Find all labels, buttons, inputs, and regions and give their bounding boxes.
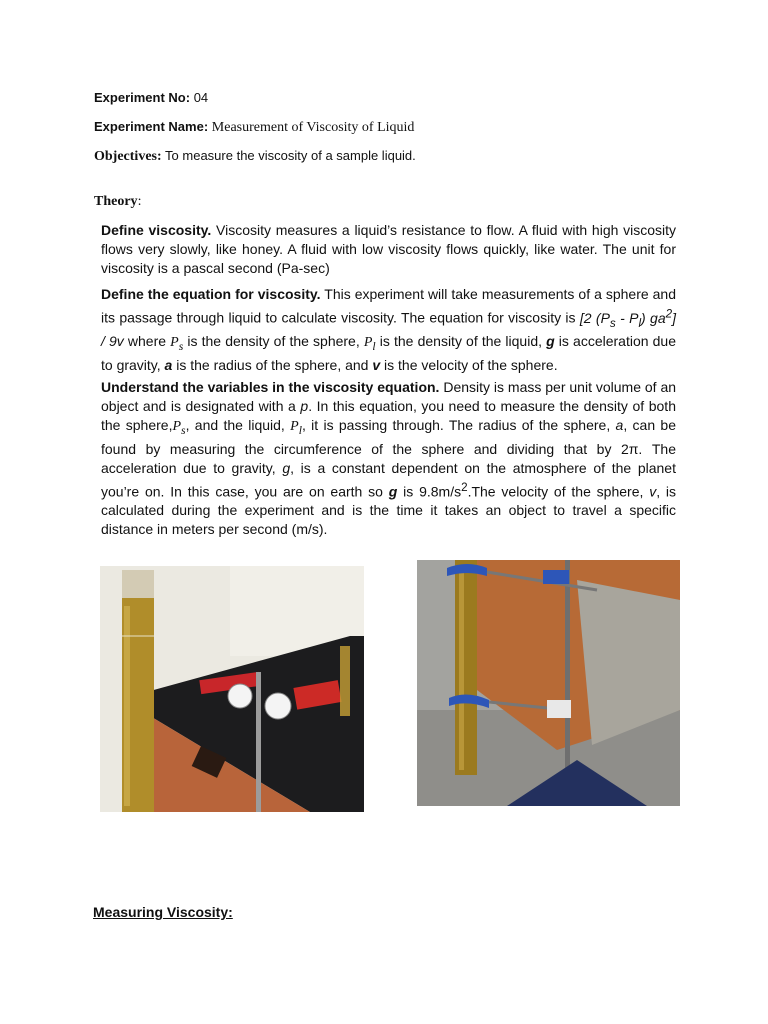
p3-text-a: Density is mass per unit volume of an object and is designated with a [101,379,677,414]
section-heading-measuring-viscosity: Measuring Viscosity: [93,904,233,920]
paragraph-viscosity-variables: Understand the variables in the viscosity equation. Density is mass per unit volume of an object and is designated with a p. In this equation, you need to measure the density of both the $sphere,P_s$, and the liquid, $P_l$, it is passing through. The radius of the sphere, a, can be found by measuring the circumference of the sphere and dividing that by 2π. The acceleration due to gravity, g, is a constant dependent on the atmosphere of the planet you’re on. In this case, you are on earth so g is $9.8m/s^2.The$ velocity of the sphere, v, is calculated during the experiment and is the time it takes an object to travel a specific distance in meters per second (m/s). [101,379,677,538]
p2-text-c: is the density of the sphere, [183,333,364,350]
p1-text: Viscosity measures a liquid’s resistance to flow. A fluid with high viscosity flows very slowly, like honey. A fluid with low viscosity flows quickly, like water. The unit for viscosity is a pascal second (Pa-sec) [101,222,677,276]
viscosity-equation: [2 $(P_s - P_l)$ $ga^2] / 9v$ [101,307,677,350]
experiment-number-value: 04 [193,90,209,105]
p2-text-d: is the density of the liquid, [375,333,547,350]
experiment-name-value: Measurement of Viscosity of Liquid [211,120,415,135]
p3-text-c: , and the liquid, [185,417,291,433]
objectives-value: To measure the viscosity of a sample liquid. [165,148,416,163]
experiment-number [94,90,208,106]
p2-text-g: is the velocity of the sphere. [380,357,558,374]
p3-lead: Understand the variables in the viscosity equation. [101,379,440,395]
p3-text-f: , is a constant dependent on the atmosphere of the planet you’re on. In this case, you are on earth so [101,459,676,500]
theory-heading: Theory: [94,194,142,209]
p3-text-g: is 9.8m/s [397,483,462,500]
p2-lead: Define the equation for viscosity. [101,286,321,302]
p3-text-e: , can be found by measuring the circumference of the sphere and dividing that by 2π. The acceleration due to gravity, [101,417,676,476]
theory-heading-text: Theory [94,194,138,209]
experiment-name-label: Experiment Name: [94,119,209,134]
photo-clamp-illustration [417,560,680,806]
objectives [94,148,416,165]
p3-text-d: , it is passing through. The radius of the sphere, [301,417,616,433]
paragraph-define-viscosity [101,221,676,278]
objectives-label: Objectives: [94,149,162,164]
experiment-number-label: Experiment No: [94,90,191,105]
p3-text-b: . In this equation, you need to measure the density of both the sphere, [101,398,676,433]
photo-cylinder-illustration [100,566,364,812]
p2-text-e: is acceleration due to gravity, [101,333,676,374]
p3-text-h: .The velocity of the sphere, [467,483,650,500]
photo-clamp-stand [417,560,680,806]
experiment-name [94,119,414,136]
p1-lead: Define viscosity. [101,222,212,238]
p3-text-i: , is calculated during the experiment and is the time it takes an object to travel a specific distance in meters per second (m/s). [101,483,677,538]
p2-text-b: where [123,333,171,350]
paragraph-viscosity-equation: Define the equation for viscosity. This experiment will take measurements of a sphere and its passage through liquid to calculate viscosity. The equation for viscosity is [2 $(P_s - P_l)$ $ga^2] / 9v$ where $P_s$ is the density of the sphere, $P_l$ is the density of the liquid, g is acceleration due to gravity, a is the radius of the sphere, and v is the velocity of the sphere. [101,286,677,374]
p2-text-f: is the radius of the sphere, and [172,357,373,374]
photo-cylinder-on-bench [100,566,364,812]
p2-text-a: This experiment will take measurements of a sphere and its passage through liquid to calculate viscosity. The equation for viscosity is [101,286,676,326]
